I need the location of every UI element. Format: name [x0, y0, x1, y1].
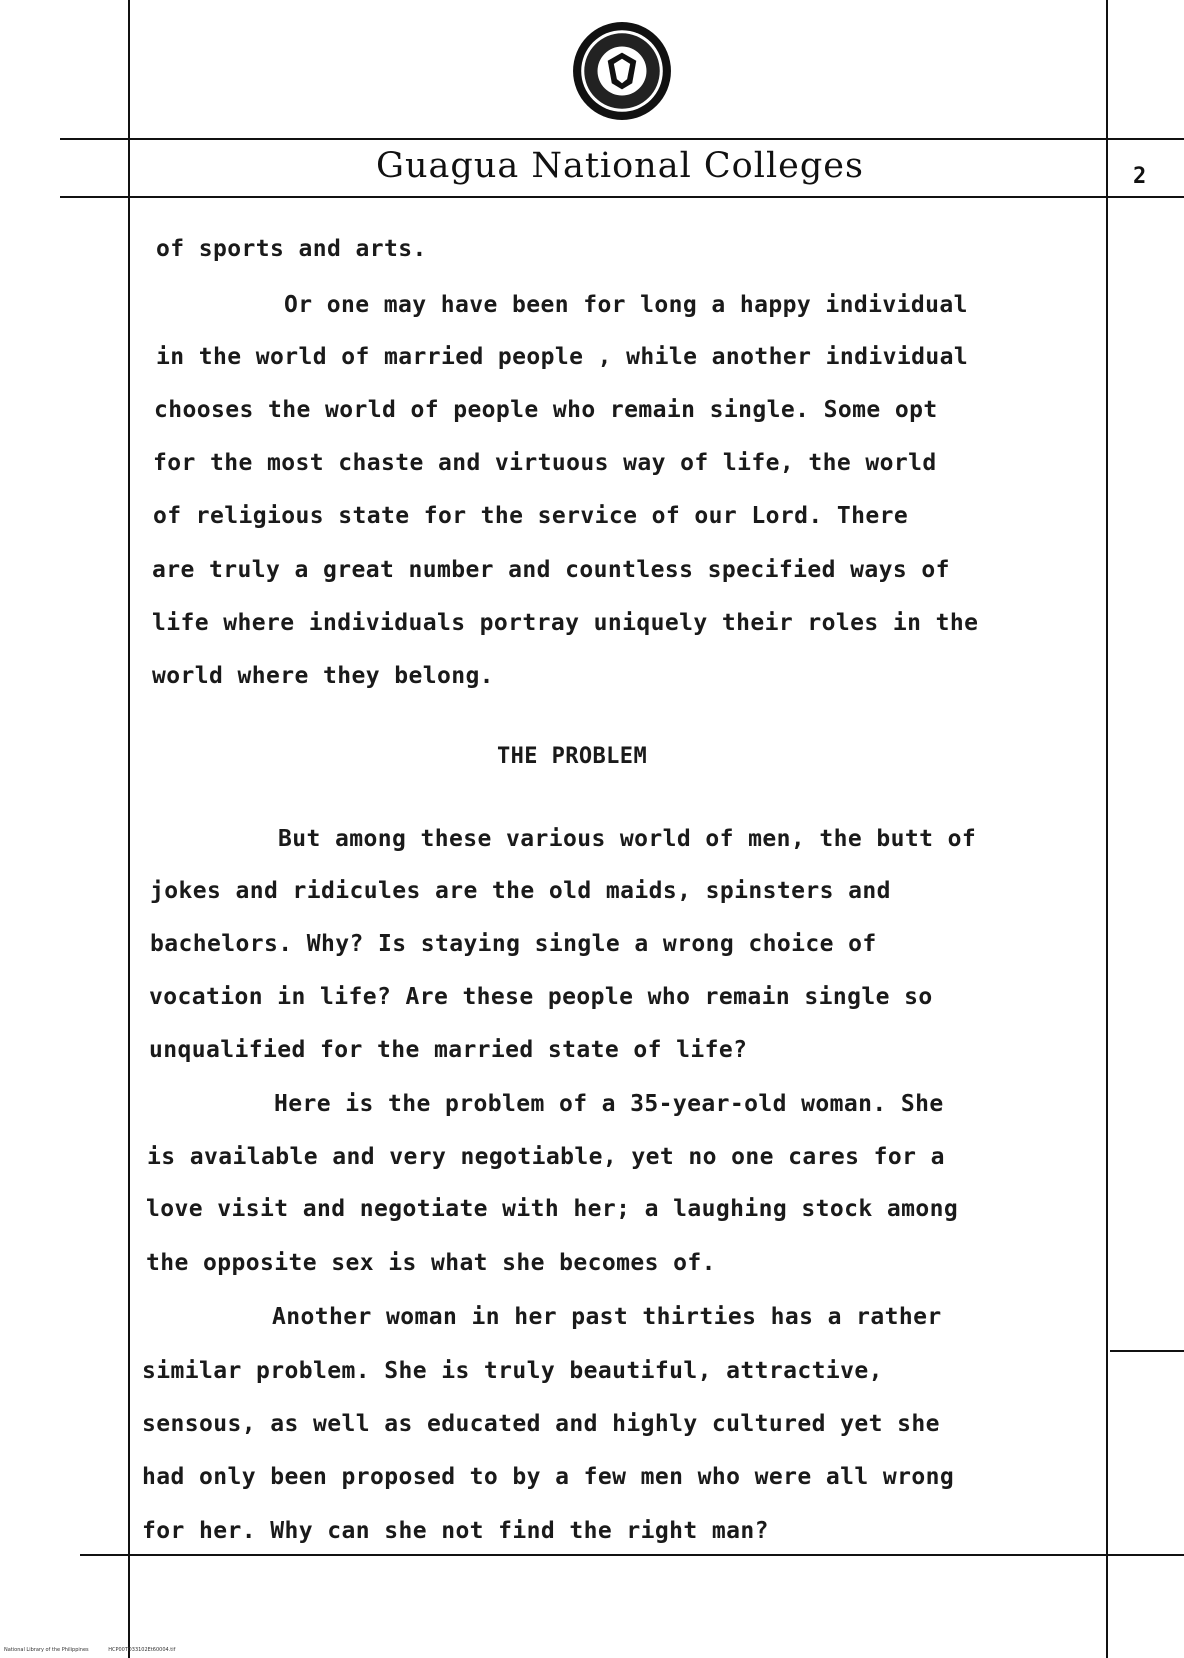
text-line: jokes and ridicules are the old maids, spinsters and: [150, 878, 891, 904]
text-line: world where they belong.: [152, 663, 494, 689]
text-line: Another woman in her past thirties has a rather: [272, 1304, 942, 1330]
text-line: had only been proposed to by a few men who were all wrong: [142, 1464, 955, 1490]
header-bottom-rule: [60, 196, 1184, 198]
text-line: chooses the world of people who remain single. Some opt: [154, 397, 938, 423]
text-line: are truly a great number and countless specified ways of: [152, 557, 950, 583]
text-line: the opposite sex is what she becomes of.: [146, 1250, 716, 1276]
text-line: bachelors. Why? Is staying single a wrong choice of: [150, 931, 877, 957]
text-line: for the most chaste and virtuous way of life, the world: [153, 450, 937, 476]
section-heading: THE PROBLEM: [497, 744, 648, 769]
right-side-rule: [1110, 1350, 1184, 1352]
file-id: HCP00TD33102Et60004.tif: [108, 1647, 176, 1653]
page-number: 2: [1133, 164, 1147, 189]
text-line: similar problem. She is truly beautiful, attractive,: [142, 1358, 883, 1384]
text-line: Here is the problem of a 35-year-old woman. She: [274, 1091, 944, 1117]
text-line: in the world of married people , while another individual: [156, 344, 969, 370]
text-line: is available and very negotiable, yet no one cares for a: [147, 1144, 945, 1170]
footer-rule: [80, 1554, 1184, 1556]
text-line: of religious state for the service of our Lord. There: [153, 503, 909, 529]
text-line: life where individuals portray uniquely their roles in the: [152, 610, 979, 636]
library-name: National Library of the Philippines: [4, 1647, 89, 1653]
text-line: love visit and negotiate with her; a laughing stock among: [146, 1196, 959, 1222]
text-line: But among these various world of men, the butt of: [278, 826, 977, 852]
college-name: Guagua National Colleges: [376, 146, 864, 186]
text-line: for her. Why can she not find the right man?: [142, 1518, 769, 1544]
header-top-rule: [60, 138, 1184, 140]
text-line: unqualified for the married state of life?: [149, 1037, 748, 1063]
college-seal-icon: [571, 20, 673, 122]
left-margin-rule: [128, 0, 130, 1658]
text-line: of sports and arts.: [156, 236, 427, 262]
text-line: sensous, as well as educated and highly cultured yet she: [142, 1411, 940, 1437]
text-line: vocation in life? Are these people who remain single so: [149, 984, 933, 1010]
text-line: Or one may have been for long a happy individual: [284, 292, 968, 318]
right-margin-rule: [1106, 0, 1108, 1658]
scan-footer: [4, 1647, 193, 1653]
